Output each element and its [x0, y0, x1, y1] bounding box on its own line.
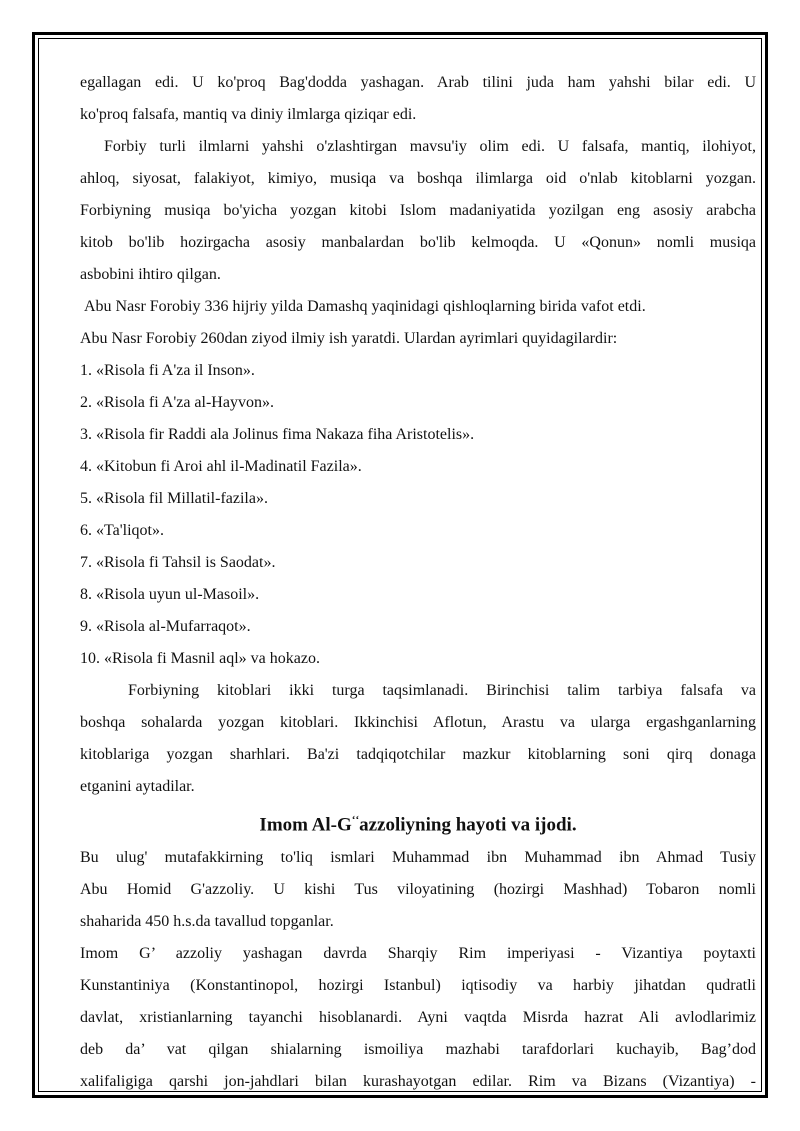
list-item: 2. «Risola fi A'za al-Hayvon».: [80, 394, 274, 411]
text-line: deb da’ vat qilgan shialarning ismoiliya mazhabi tarafdorlari kuchayib, Bag’dod: [80, 1041, 756, 1059]
list-item: 6. «Ta'liqot».: [80, 522, 164, 539]
text-line: Bu ulug' mutafakkirning to'liq ismlari Muhammad ibn Muhammad ibn Ahmad Tusiy: [80, 849, 756, 867]
text-line: Abu Homid G'azzoliy. U kishi Tus viloyatining (hozirgi Mashhad) Tobaron nomli: [80, 881, 756, 899]
list-item: 10. «Risola fi Masnil aql» va hokazo.: [80, 650, 320, 667]
text-line: Kunstantiniya (Konstantinopol, hozirgi Istanbul) iqtisodiy va harbiy jihatdan qudratli: [80, 977, 756, 995]
heading-part: azzoliyning hayoti va ijodi.: [359, 814, 577, 836]
text-line: xalifaligiga qarshi jon-jahdlari bilan kurashayotgan edilar. Rim va Bizans (Vizantiya) -: [80, 1073, 756, 1091]
text-line: egallagan edi. U ko'proq Bag'dodda yashagan. Arab tilini juda ham yahshi bilar edi. U: [80, 74, 756, 91]
text-line: ko'proq falsafa, mantiq va diniy ilmlarga qiziqar edi.: [80, 106, 417, 123]
text-line: Abu Nasr Forobiy 260dan ziyod ilmiy ish yaratdi. Ulardan ayrimlari quyidagilardir:: [80, 330, 618, 347]
list-item: 4. «Kitobun fi Aroi ahl il-Madinatil Fazila».: [80, 458, 362, 475]
text-line: Forbiyning kitoblari ikki turga taqsimlanadi. Birinchisi talim tarbiya falsafa va: [128, 682, 756, 699]
text-line: kitob bo'lib hozirgacha asosiy manbalardan bo'lib kelmoqda. U «Qonun» nomli musiqa: [80, 234, 756, 251]
list-item: 1. «Risola fi A'za il Inson».: [80, 362, 255, 379]
text-line: Forbiyning musiqa bo'yicha yozgan kitobi Islom madaniyatida yozilgan eng asosiy arabcha: [80, 202, 756, 219]
text-line: davlat, xristianlarning tayanchi hisoblanardi. Ayni vaqtda Misrda hazrat Ali avlodlarimiz: [80, 1009, 756, 1027]
list-item: 5. «Risola fil Millatil-fazila».: [80, 490, 268, 507]
text-line: boshqa sohalarda yozgan kitoblari. Ikkinchisi Aflotun, Arastu va ularga ergashganlarning: [80, 714, 756, 731]
heading-mark: ʻʻ: [351, 814, 360, 826]
text-line: shaharida 450 h.s.da tavallud topganlar.: [80, 913, 334, 931]
text-line: kitoblariga yozgan sharhlari. Ba'zi tadqiqotchilar mazkur kitoblarning soni qirq donaga: [80, 746, 756, 763]
section-heading: [80, 803, 756, 842]
list-item: 9. «Risola al-Mufarraqot».: [80, 618, 251, 635]
document-body: [80, 67, 756, 1098]
list-item: 3. «Risola fir Raddi ala Jolinus fima Nakaza fiha Aristotelis».: [80, 426, 475, 443]
text-line: Abu Nasr Forobiy 336 hijriy yilda Damashq yaqinidagi qishloqlarning birida vafot etdi.: [84, 298, 646, 315]
text-line: Forbiy turli ilmlarni yahshi o'zlashtirgan mavsu'iy olim edi. U falsafa, mantiq, ilohiyot,: [104, 138, 756, 155]
text-line: Imom G’ azzoliy yashagan davrda Sharqiy Rim imperiyasi - Vizantiya poytaxti: [80, 945, 756, 963]
works-list: [80, 355, 756, 675]
list-item: 8. «Risola uyun ul-Masoil».: [80, 586, 260, 603]
text-line: etganini aytadilar.: [80, 778, 195, 795]
list-item: 7. «Risola fi Tahsil is Saodat».: [80, 554, 276, 571]
heading-part: Imom Al-G: [259, 814, 352, 836]
text-line: ahloq, siyosat, falakiyot, kimiyo, musiqa va boshqa ilimlarga oid o'nlab kitoblarni yozgan.: [80, 170, 756, 187]
text-line: asbobini ihtiro qilgan.: [80, 266, 221, 283]
